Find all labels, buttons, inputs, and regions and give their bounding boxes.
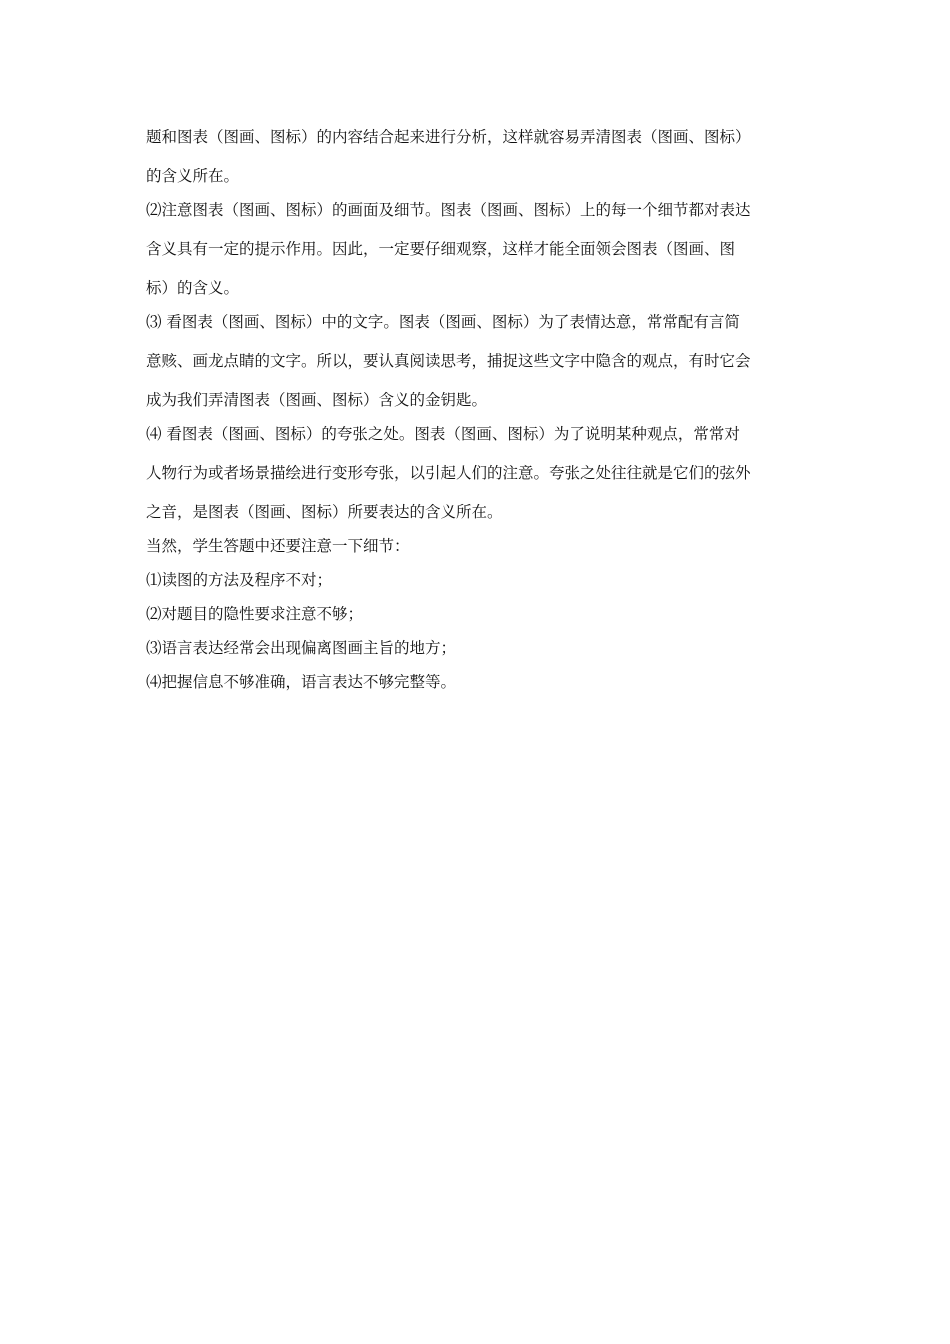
paragraph-1-line-1: 题和图表（图画、图标）的内容结合起来进行分析，这样就容易弄清图表（图画、图标） [146,128,751,146]
details-intro: 当然，学生答题中还要注意一下细节： [146,537,410,555]
paragraph-4-line-2: 人物行为或者场景描绘进行变形夸张，以引起人们的注意。夸张之处往往就是它们的弦外 [146,464,751,482]
paragraph-2-line-3: 标）的含义。 [146,279,240,297]
document-body [146,124,814,703]
paragraph-4-line-3: 之音，是图表（图画、图标）所要表达的含义所在。 [146,503,503,521]
paragraph-3-line-3: 成为我们弄清图表（图画、图标）含义的金钥匙。 [146,391,488,409]
paragraph-1-line-2: 的含义所在。 [146,167,240,185]
paragraph-2-line-2: 含义具有一定的提示作用。因此，一定要仔细观察，这样才能全面领会图表（图画、图 [146,240,736,258]
detail-item-4: ⑷把握信息不够准确，语言表达不够完整等。 [146,673,457,691]
paragraph-3-line-2: 意赅、画龙点睛的文字。所以，要认真阅读思考，捕捉这些文字中隐含的观点，有时它会 [146,352,751,370]
detail-item-2: ⑵对题目的隐性要求注意不够； [146,605,364,623]
paragraph-2-line-1: ⑵注意图表（图画、图标）的画面及细节。图表（图画、图标）上的每一个细节都对表达 [146,201,751,219]
paragraph-3-line-1: ⑶ 看图表（图画、图标）中的文字。图表（图画、图标）为了表情达意，常常配有言简 [146,313,740,331]
detail-item-3: ⑶语言表达经常会出现偏离图画主旨的地方； [146,639,457,657]
paragraph-4-line-1: ⑷ 看图表（图画、图标）的夸张之处。图表（图画、图标）为了说明某种观点，常常对 [146,425,740,443]
detail-item-1: ⑴读图的方法及程序不对； [146,571,333,589]
